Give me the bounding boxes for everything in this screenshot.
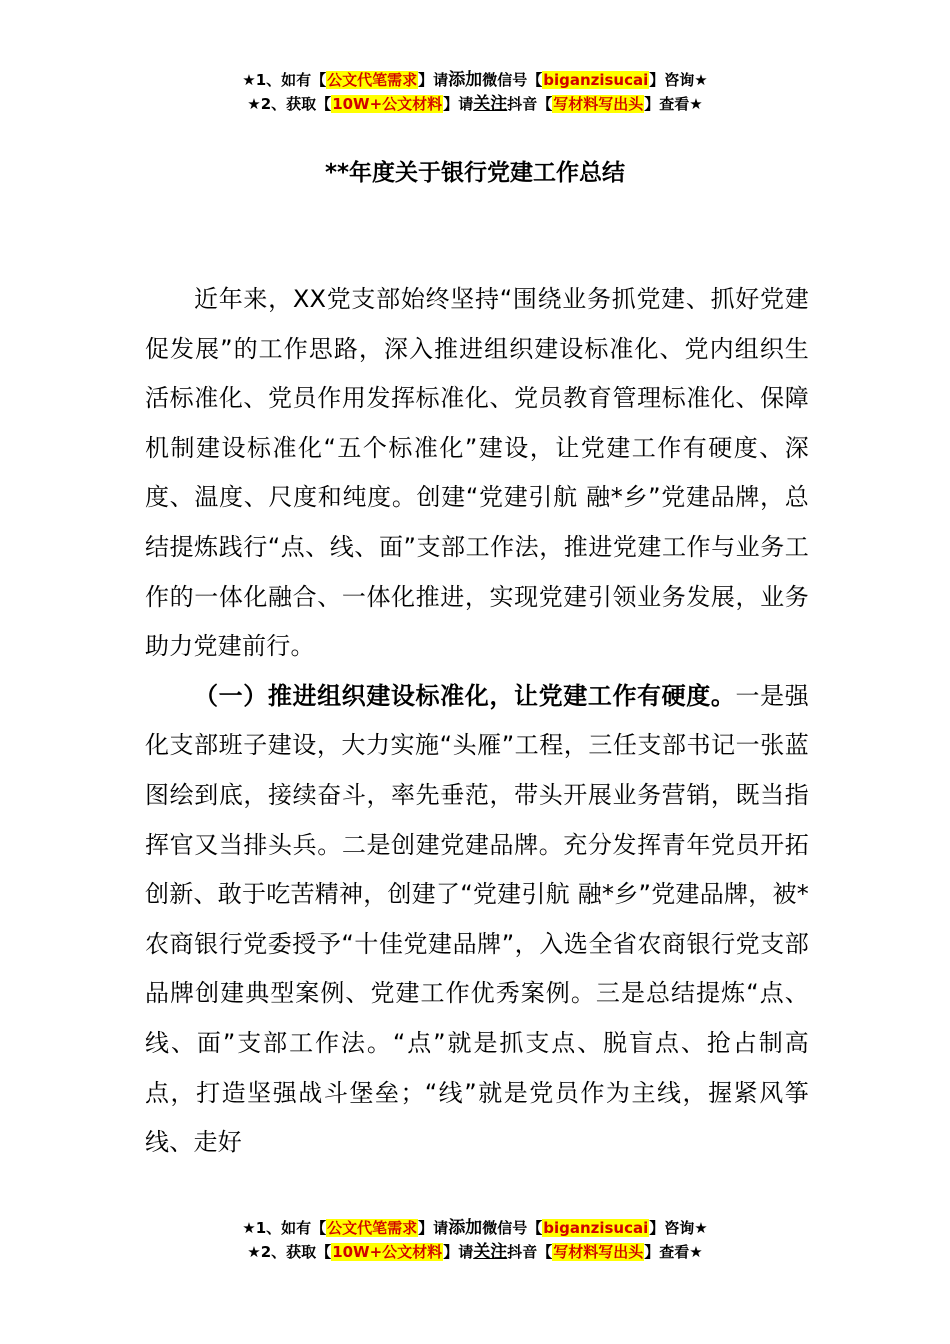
section-1-heading: （一）推进组织建设标准化，让党建工作有硬度。 — [194, 681, 736, 710]
section-1-paragraph — [145, 672, 809, 1168]
banner-text: 抖音【 — [507, 1243, 553, 1261]
banner-emphasis: 关注 — [473, 94, 508, 114]
banner-text: 】请 — [418, 71, 449, 89]
banner-highlight: 10W+公文材料 — [332, 1243, 443, 1261]
banner-text: ★2、获取【 — [247, 1243, 332, 1261]
banner-text: ★2、获取【 — [247, 95, 332, 113]
banner-line-1 — [0, 68, 950, 92]
banner-line-2 — [0, 1240, 950, 1264]
banner-text: 】咨询★ — [649, 1219, 708, 1237]
banner-highlight: biganzisucai — [543, 1219, 649, 1237]
banner-text: 】查看★ — [644, 1243, 703, 1261]
banner-text: 】查看★ — [644, 95, 703, 113]
banner-emphasis: 关注 — [473, 1242, 508, 1262]
banner-text: ★1、如有【 — [242, 1219, 327, 1237]
banner-text: ★1、如有【 — [242, 71, 327, 89]
banner-highlight: 写材料写出头 — [553, 95, 644, 113]
banner-text: 微信号【 — [482, 71, 543, 89]
banner-highlight: 写材料写出头 — [553, 1243, 644, 1261]
banner-text: 】请 — [443, 95, 474, 113]
banner-text: 】请 — [443, 1243, 474, 1261]
intro-paragraph: 近年来，XX党支部始终坚持“围绕业务抓党建、抓好党建促发展”的工作思路，深入推进组织建设标准化、党内组织生活标准化、党员作用发挥标准化、党员教育管理标准化、保障机制建设标准化“五个标准化”建设，让党建工作有硬度、深度、温度、尺度和纯度。创建“党建引航 融*乡”党建品牌，总结提炼践行“点、线、面”支部工作法，推进党建工作与业务工作的一体化融合、一体化推进，实现党建引领业务发展，业务助力党建前行。 — [145, 285, 809, 661]
banner-text: 抖音【 — [507, 95, 553, 113]
banner-text: 】请 — [418, 1219, 449, 1237]
banner-text: 微信号【 — [482, 1219, 543, 1237]
banner-highlight: 10W+公文材料 — [332, 95, 443, 113]
banner-line-2 — [0, 92, 950, 116]
banner-text: 】咨询★ — [649, 71, 708, 89]
header-banner — [0, 68, 950, 116]
document-body — [145, 275, 809, 1168]
banner-highlight: 公文代笔需求 — [327, 1219, 418, 1237]
document-title: **年度关于银行党建工作总结 — [324, 160, 626, 186]
section-1-body: 一是强化支部班子建设，大力实施“头雁”工程，三任支部书记一张蓝图绘到底，接续奋斗，率先垂范，带头开展业务营销，既当指挥官又当排头兵。二是创建党建品牌。充分发挥青年党员开拓创新、敢于吃苦精神，创建了“党建引航 融*乡”党建品牌，被*农商银行党委授予“十佳党建品牌”，入选全省农商银行党支部品牌创建典型案例、党建工作优秀案例。三是总结提炼“点、线、面”支部工作法。“点”就是抓支点、脱盲点、抢占制高点，打造坚强战斗堡垒；“线”就是党员作为主线，握紧风筝线、走好 — [145, 681, 810, 1157]
banner-emphasis: 添加 — [448, 1218, 483, 1238]
footer-banner — [0, 1216, 950, 1264]
banner-emphasis: 添加 — [448, 70, 483, 90]
banner-highlight: 公文代笔需求 — [327, 71, 418, 89]
banner-line-1 — [0, 1216, 950, 1240]
banner-highlight: biganzisucai — [543, 71, 649, 89]
